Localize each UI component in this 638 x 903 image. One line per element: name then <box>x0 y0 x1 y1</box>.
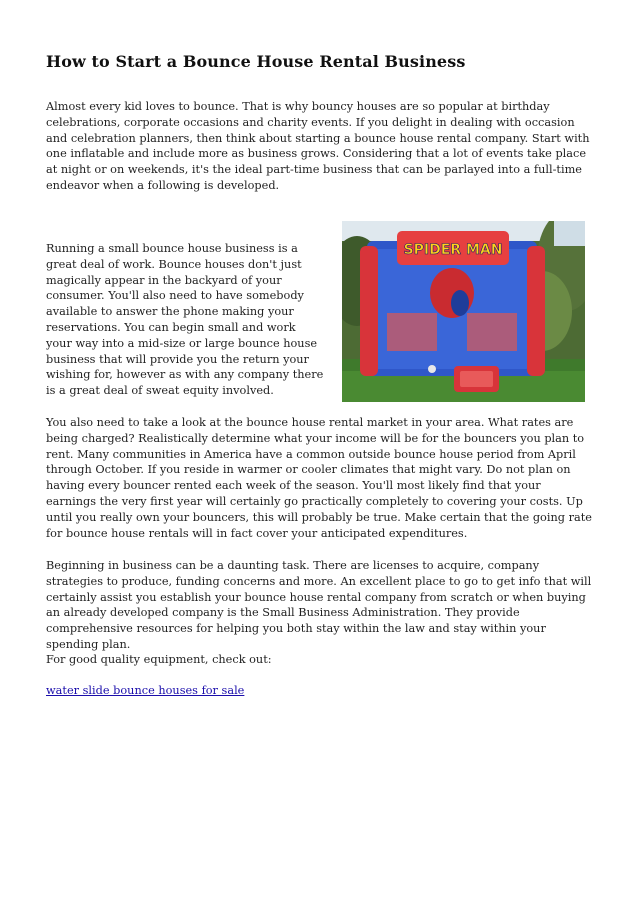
equipment-link[interactable]: water slide bounce houses for sale <box>46 684 245 697</box>
paragraph-running-business: Running a small bounce house business is a great deal of work. Bounce houses don't just magically appear in the backyard of your consumer. You'll also need to have somebody available to answer the phone making your reservations. You can begin small and work your way into a mid-size or large bounce house business that will provide you the return your wishing for, however as with any company there is a great deal of sweat equity involved. <box>46 242 324 398</box>
banner-text: SPIDER MAN <box>403 242 503 258</box>
paragraph-beginning-business: Beginning in business can be a daunting task. There are licenses to acquire, company strategies to produce, funding concerns and more. An excellent place to go to get info that will certainly assist you establish your bounce house rental company from scratch or when buying an already developed company is the Small Business Administration. They provide comprehensive resources for helping you both stay within the law and stay within your spending plan. <box>46 559 592 651</box>
bounce-house-photo <box>342 221 585 402</box>
paragraph-rental-market: You also need to take a look at the bounce house rental market in your area. What rates are being charged? Realistically determine what your income will be for the bouncers you plan to rent. Many communities in America have a common outside bounce house period from April through October. If you reside in warmer or cooler climates that might vary. Do not plan on having every bouncer rented each week of the season. You'll most likely find that your earnings the very first year will certainly go practically completely to covering your costs. Up until you really own your bouncers, this will probably be true. Make certain that the going rate for bounce house rentals will in fact cover your anticipated expenditures. <box>46 416 592 540</box>
paragraph-equipment: For good quality equipment, check out: <box>46 653 272 666</box>
page-title: How to Start a Bounce House Rental Business <box>46 52 466 71</box>
paragraph-intro: Almost every kid loves to bounce. That is why bouncy houses are so popular at birthday celebrations, corporate occasions and charity events. If you delight in dealing with occasion and celebration planners, then think about starting a bounce house rental company. Start with one inflatable and include more as business grows. Considering that a lot of events take place at night or on weekends, it's the ideal part-time business that can be parlayed into a full-time endeavor when a following is developed. <box>46 100 590 192</box>
